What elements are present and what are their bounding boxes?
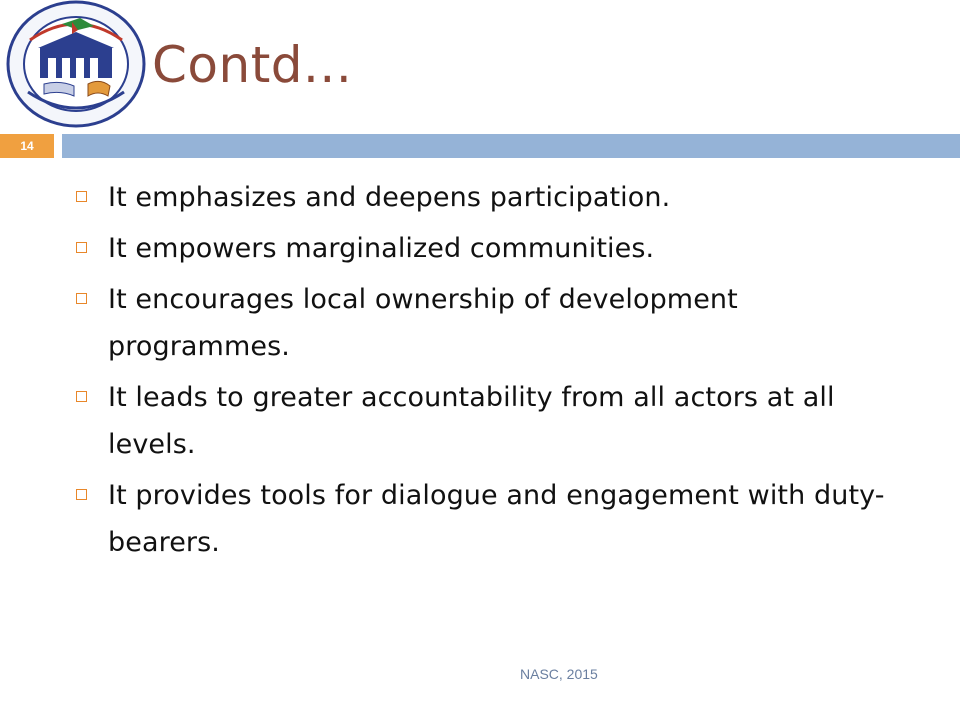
bullet-item: [76, 225, 926, 272]
square-bullet-icon: [76, 191, 87, 202]
square-bullet-icon: [76, 391, 87, 402]
nasc-logo: [4, 0, 150, 128]
square-bullet-icon: [76, 293, 87, 304]
slide-number-badge: [0, 134, 54, 158]
bullet-item: [76, 276, 926, 370]
square-bullet-icon: [76, 242, 87, 253]
bullet-text: It empowers marginalized communities.: [108, 233, 655, 264]
slide-title: Contd...: [152, 36, 353, 94]
header-bar: [62, 134, 960, 158]
bullet-text: It provides tools for dialogue and engagement with duty-bearers.: [108, 480, 885, 558]
slide-number: 14: [20, 139, 34, 153]
bullet-text: It leads to greater accountability from all actors at all levels.: [108, 382, 835, 460]
bullet-item: [76, 374, 926, 468]
bullet-text: It emphasizes and deepens participation.: [108, 182, 671, 213]
nasc-logo-emblem-icon: [4, 0, 150, 128]
footer-text: NASC, 2015: [520, 666, 598, 682]
square-bullet-icon: [76, 489, 87, 500]
bullet-item: [76, 174, 926, 221]
bullet-item: [76, 472, 926, 566]
bullet-list: [76, 174, 926, 570]
bullet-text: It encourages local ownership of development programmes.: [108, 284, 738, 362]
